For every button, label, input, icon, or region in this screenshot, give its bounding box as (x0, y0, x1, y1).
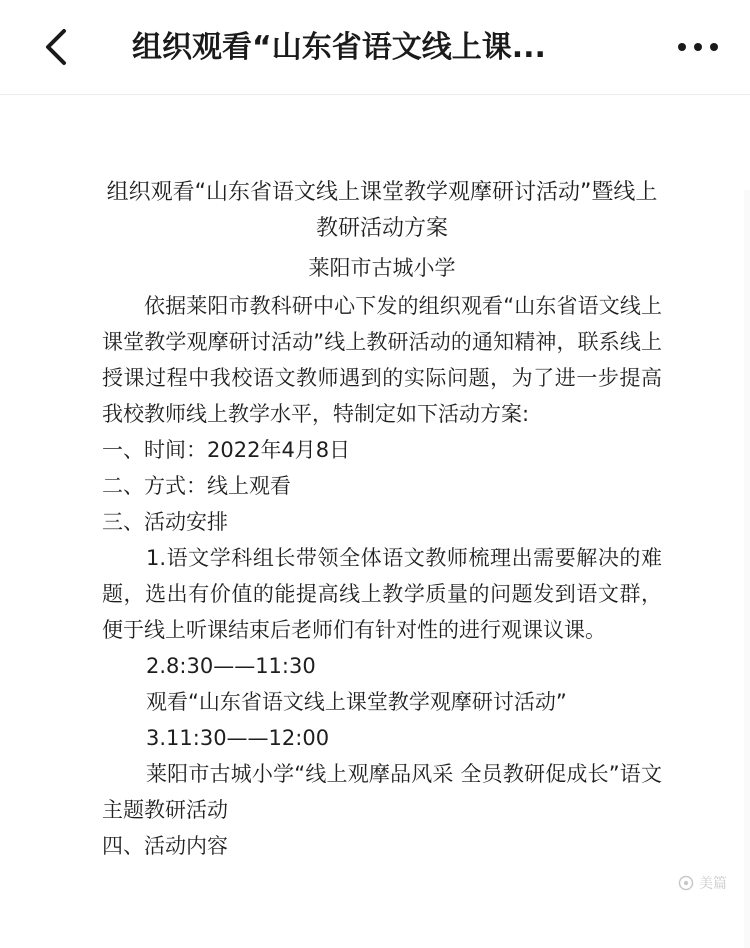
arrangement-step-3-time: 3.11:30——12:00 (146, 726, 330, 750)
more-dots-icon (676, 41, 720, 53)
intro-paragraph: 依据莱阳市教科研中心下发的组织观看“山东省语文线上课堂教学观摩研讨活动”线上教研活动的通知精神，联系线上授课过程中我校语文教师遇到的实际问题，为了进一步提高我校教师线上教学水平，特制定如下活动方案: (102, 294, 662, 426)
meipian-logo-icon (677, 875, 695, 891)
arrangement-step-2-desc: 观看“山东省语文线上课堂教学观摩研讨活动” (146, 690, 567, 714)
back-button[interactable] (30, 22, 80, 72)
chevron-left-icon (40, 27, 70, 67)
section-method: 二、方式：线上观看 (102, 474, 291, 498)
document-title: 组织观看“山东省语文线上课堂教学观摩研讨活动”暨线上教研活动方案 (106, 180, 658, 241)
school-name: 莱阳市古城小学 (308, 256, 456, 280)
section-time: 一、时间：2022年4月8日 (102, 438, 351, 462)
more-options-button[interactable] (670, 22, 726, 72)
arrangement-step-1: 1.语文学科组长带领全体语文教师梳理出需要解决的难题，选出有价值的能提高线上教学质量的问题发到语文群，便于线上听课结束后老师们有针对性的进行观课议课。 (102, 546, 662, 642)
watermark (677, 873, 727, 893)
arrangement-step-3-desc: 莱阳市古城小学“线上观摩品风采 全员教研促成长”语文主题教研活动 (102, 762, 662, 822)
watermark-label: 美篇 (699, 876, 727, 892)
page-title: 组织观看“山东省语文线上课... (132, 30, 546, 65)
top-navigation-bar (0, 0, 750, 95)
document-body (102, 175, 662, 864)
scroll-track (744, 190, 750, 948)
article-content[interactable] (0, 95, 750, 948)
arrangement-step-2-time: 2.8:30——11:30 (146, 654, 316, 678)
section-content: 四、活动内容 (102, 834, 228, 858)
section-arrangement: 三、活动安排 (102, 510, 228, 534)
